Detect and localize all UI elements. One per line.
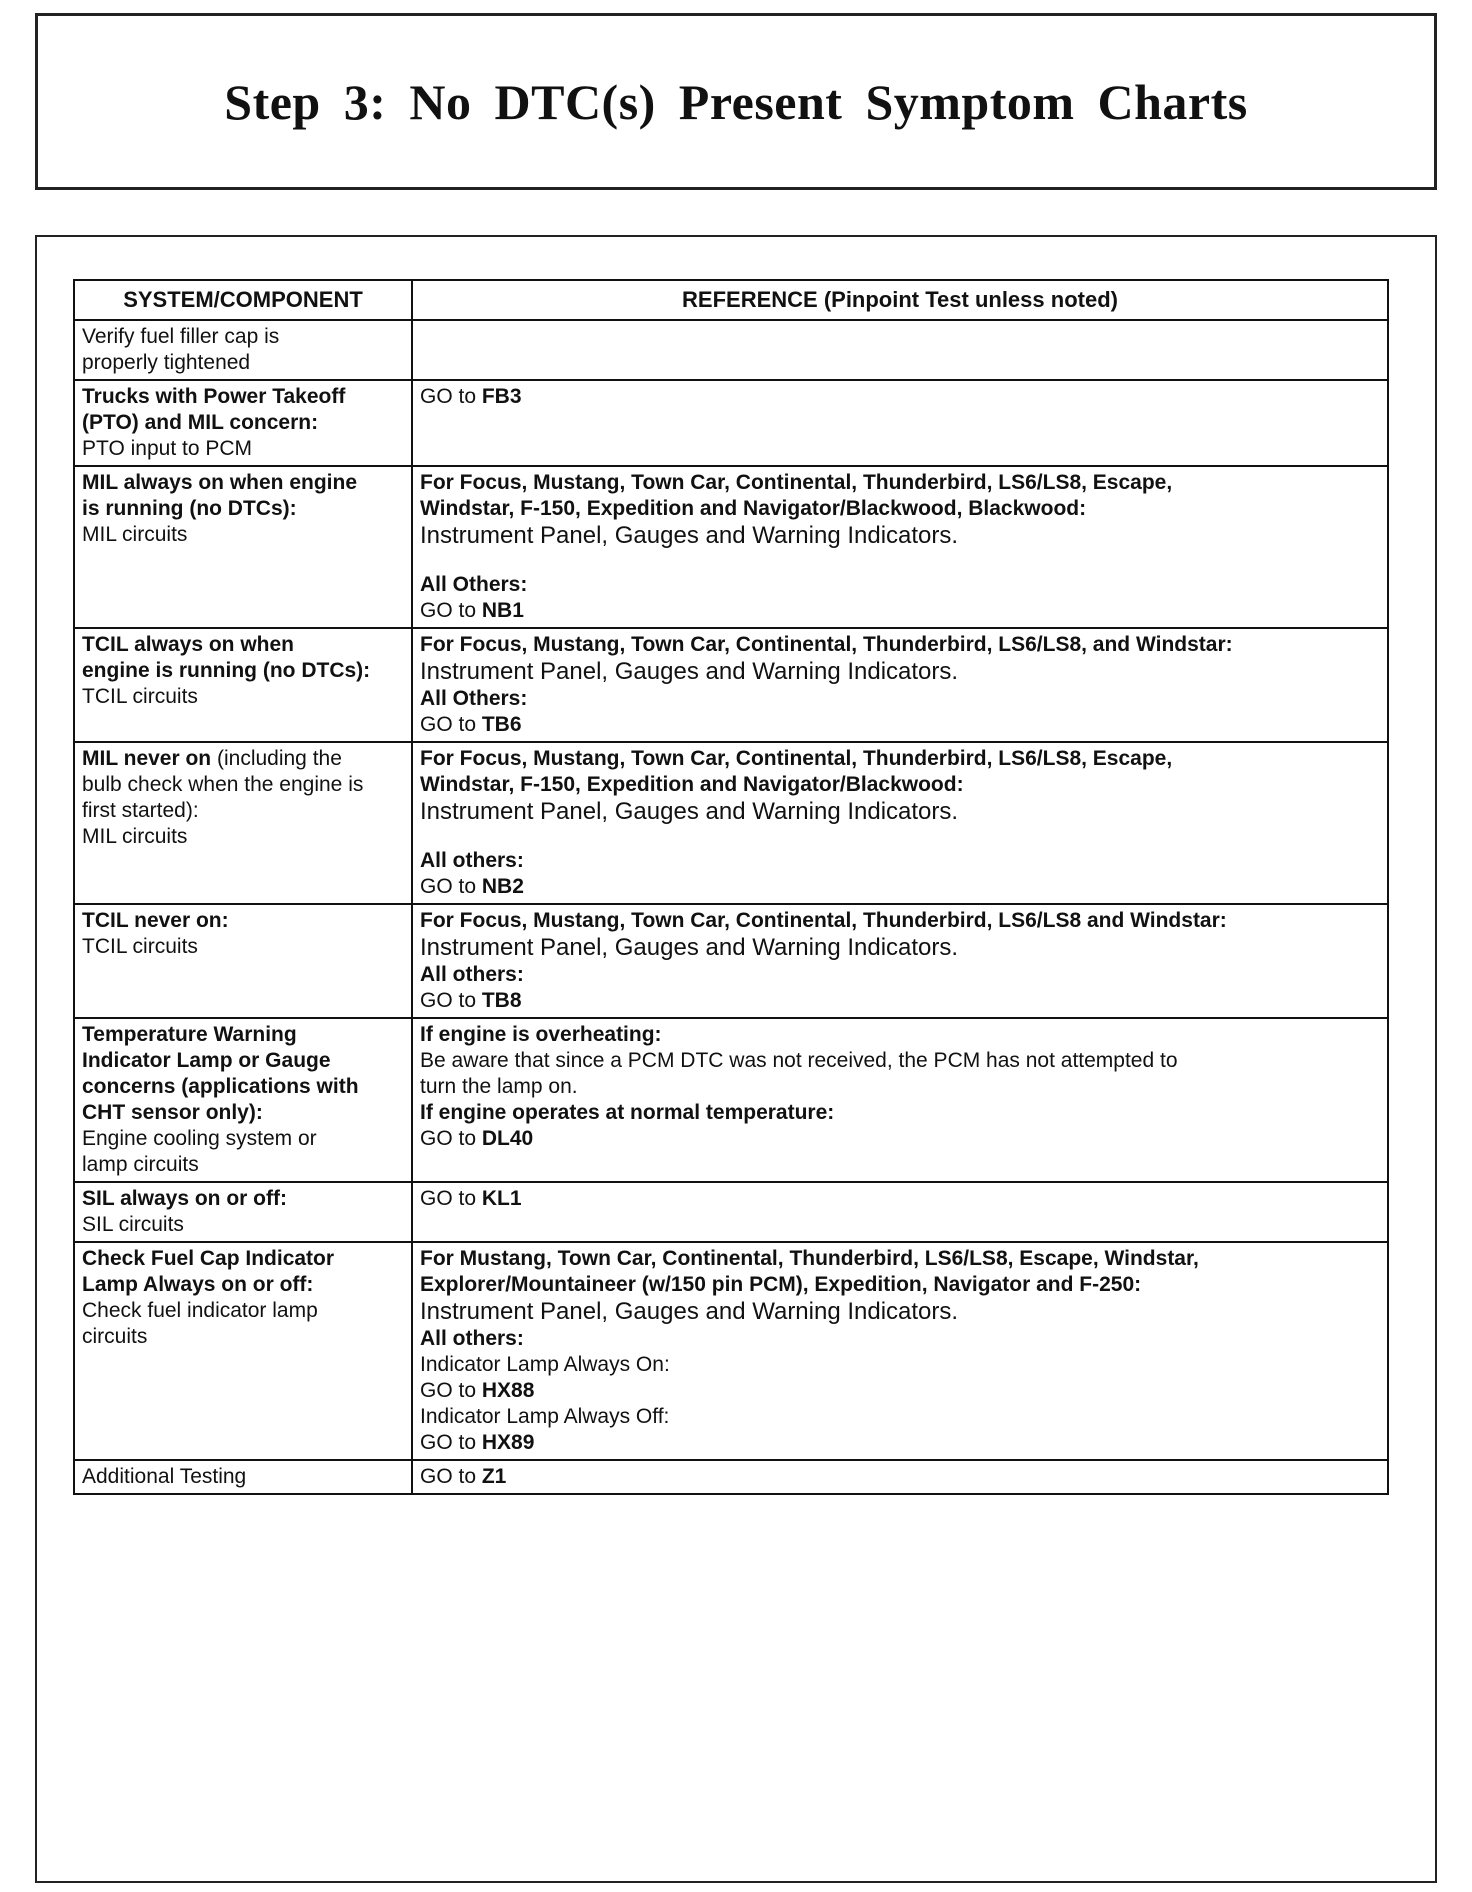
pinpoint-test-code: TB6: [481, 713, 522, 736]
reference-text: Be aware that since a PCM DTC was not received, the PCM has not attempted to: [420, 1049, 1178, 1072]
table-row: [74, 1242, 1388, 1460]
goto-prefix: GO to: [420, 713, 482, 736]
table-row: [74, 904, 1388, 1018]
reference-heading: For Focus, Mustang, Town Car, Continental, Thunderbird, LS6/LS8, Escape,: [420, 747, 1173, 770]
reference-cell: [412, 904, 1388, 1018]
system-line: TCIL circuits: [82, 685, 198, 708]
reference-goto: [420, 598, 1379, 624]
reference-text: turn the lamp on.: [420, 1075, 578, 1098]
reference-heading: For Focus, Mustang, Town Car, Continental, Thunderbird, LS6/LS8, Escape,: [420, 471, 1173, 494]
reference-cell: [412, 320, 1388, 380]
goto-prefix: GO to: [420, 385, 482, 408]
reference-heading: All Others:: [420, 573, 528, 596]
reference-goto: [420, 1126, 1379, 1152]
system-cell: [74, 380, 412, 466]
spacer: [420, 826, 1379, 848]
system-cell: [74, 466, 412, 628]
system-line: engine is running (no DTCs):: [82, 659, 371, 682]
reference-cell: [412, 466, 1388, 628]
reference-heading: For Focus, Mustang, Town Car, Continental, Thunderbird, LS6/LS8 and Windstar:: [420, 909, 1227, 932]
table-row: [74, 466, 1388, 628]
system-cell: [74, 628, 412, 742]
table-row: [74, 1460, 1388, 1494]
system-cell: [74, 1460, 412, 1494]
symptom-table: [73, 279, 1389, 1495]
reference-goto: [420, 712, 1379, 738]
system-line: is running (no DTCs):: [82, 497, 297, 520]
pinpoint-test-code: KL1: [481, 1187, 522, 1210]
pinpoint-test-code: DL40: [481, 1127, 534, 1150]
reference-goto: [420, 1430, 1379, 1456]
reference-heading: Windstar, F-150, Expedition and Navigator/Blackwood:: [420, 773, 964, 796]
reference-heading: For Focus, Mustang, Town Car, Continental, Thunderbird, LS6/LS8, and Windstar:: [420, 633, 1233, 656]
goto-prefix: GO to: [420, 875, 482, 898]
system-line: properly tightened: [82, 351, 251, 374]
pinpoint-test-code: NB2: [481, 875, 524, 898]
system-line: SIL always on or off:: [82, 1187, 287, 1210]
system-line: Additional Testing: [82, 1465, 247, 1488]
system-line: Verify fuel filler cap is: [82, 325, 280, 348]
reference-cell: [412, 628, 1388, 742]
reference-column-header: REFERENCE (Pinpoint Test unless noted): [412, 280, 1388, 320]
reference-heading: Explorer/Mountaineer (w/150 pin PCM), Expedition, Navigator and F-250:: [420, 1273, 1142, 1296]
goto-prefix: GO to: [420, 1431, 482, 1454]
system-line: MIL circuits: [82, 825, 188, 848]
system-line: bulb check when the engine is: [82, 773, 364, 796]
table-row: [74, 1182, 1388, 1242]
pinpoint-test-code: TB8: [481, 989, 522, 1012]
system-line-bold: MIL never on: [82, 747, 212, 770]
goto-prefix: GO to: [420, 989, 482, 1012]
reference-goto: [420, 1464, 1379, 1490]
reference-text: Indicator Lamp Always Off:: [420, 1405, 670, 1428]
pinpoint-test-code: FB3: [481, 385, 522, 408]
table-header-row: [74, 280, 1388, 320]
table-row: [74, 1018, 1388, 1182]
reference-heading: Windstar, F-150, Expedition and Navigator/Blackwood, Blackwood:: [420, 497, 1087, 520]
system-line: circuits: [82, 1325, 148, 1348]
system-line: (PTO) and MIL concern:: [82, 411, 319, 434]
table-body: [74, 320, 1388, 1494]
reference-cell: [412, 1242, 1388, 1460]
goto-prefix: GO to: [420, 1127, 482, 1150]
system-cell: [74, 1182, 412, 1242]
system-line: CHT sensor only):: [82, 1101, 263, 1124]
reference-goto: [420, 384, 1379, 410]
reference-cell: [412, 1018, 1388, 1182]
system-line: PTO input to PCM: [82, 437, 253, 460]
title-box: [35, 13, 1437, 190]
system-line: SIL circuits: [82, 1213, 184, 1236]
table-row: [74, 628, 1388, 742]
system-cell: [74, 904, 412, 1018]
reference-cell: [412, 1460, 1388, 1494]
pinpoint-test-code: HX89: [481, 1431, 535, 1454]
reference-heading: All others:: [420, 963, 524, 986]
system-line: Check Fuel Cap Indicator: [82, 1247, 335, 1270]
page-title: Step 3: No DTC(s) Present Symptom Charts: [224, 73, 1248, 130]
system-line: Trucks with Power Takeoff: [82, 385, 346, 408]
system-line-text: (including the: [211, 747, 342, 770]
reference-manual-link: Instrument Panel, Gauges and Warning Indicators.: [420, 522, 959, 549]
reference-cell: [412, 380, 1388, 466]
goto-prefix: GO to: [420, 599, 482, 622]
reference-goto: [420, 1378, 1379, 1404]
table-row: [74, 380, 1388, 466]
system-cell: [74, 1242, 412, 1460]
reference-cell: [412, 1182, 1388, 1242]
system-line: Temperature Warning: [82, 1023, 297, 1046]
goto-prefix: GO to: [420, 1187, 482, 1210]
system-line: Check fuel indicator lamp: [82, 1299, 318, 1322]
system-line: TCIL never on:: [82, 909, 229, 932]
pinpoint-test-code: NB1: [481, 599, 524, 622]
system-line: Lamp Always on or off:: [82, 1273, 314, 1296]
system-line: TCIL always on when: [82, 633, 294, 656]
reference-goto: [420, 988, 1379, 1014]
reference-cell: [412, 742, 1388, 904]
reference-manual-link: Instrument Panel, Gauges and Warning Indicators.: [420, 934, 959, 961]
system-line: lamp circuits: [82, 1153, 199, 1176]
goto-prefix: GO to: [420, 1379, 482, 1402]
reference-heading: If engine operates at normal temperature:: [420, 1101, 835, 1124]
reference-heading: For Mustang, Town Car, Continental, Thunderbird, LS6/LS8, Escape, Windstar,: [420, 1247, 1199, 1270]
table-row: [74, 742, 1388, 904]
reference-manual-link: Instrument Panel, Gauges and Warning Indicators.: [420, 798, 959, 825]
system-line: Engine cooling system or: [82, 1127, 317, 1150]
reference-text: Indicator Lamp Always On:: [420, 1353, 670, 1376]
system-cell: [74, 742, 412, 904]
reference-manual-link: Instrument Panel, Gauges and Warning Indicators.: [420, 658, 959, 685]
reference-heading: All Others:: [420, 687, 528, 710]
goto-prefix: GO to: [420, 1465, 482, 1488]
reference-heading: All others:: [420, 849, 524, 872]
system-cell: [74, 1018, 412, 1182]
system-line: concerns (applications with: [82, 1075, 359, 1098]
spacer: [420, 550, 1379, 572]
system-line: first started):: [82, 799, 199, 822]
system-line: Indicator Lamp or Gauge: [82, 1049, 331, 1072]
pinpoint-test-code: HX88: [481, 1379, 535, 1402]
system-line: TCIL circuits: [82, 935, 198, 958]
system-cell: [74, 320, 412, 380]
system-line: MIL always on when engine: [82, 471, 357, 494]
table-row: [74, 320, 1388, 380]
reference-goto: [420, 874, 1379, 900]
pinpoint-test-code: Z1: [481, 1465, 507, 1488]
system-line: MIL circuits: [82, 523, 188, 546]
reference-manual-link: Instrument Panel, Gauges and Warning Indicators.: [420, 1298, 959, 1325]
reference-goto: [420, 1186, 1379, 1212]
system-column-header: SYSTEM/COMPONENT: [74, 280, 412, 320]
system-line: [82, 746, 403, 772]
reference-heading: All others:: [420, 1327, 524, 1350]
reference-heading: If engine is overheating:: [420, 1023, 662, 1046]
